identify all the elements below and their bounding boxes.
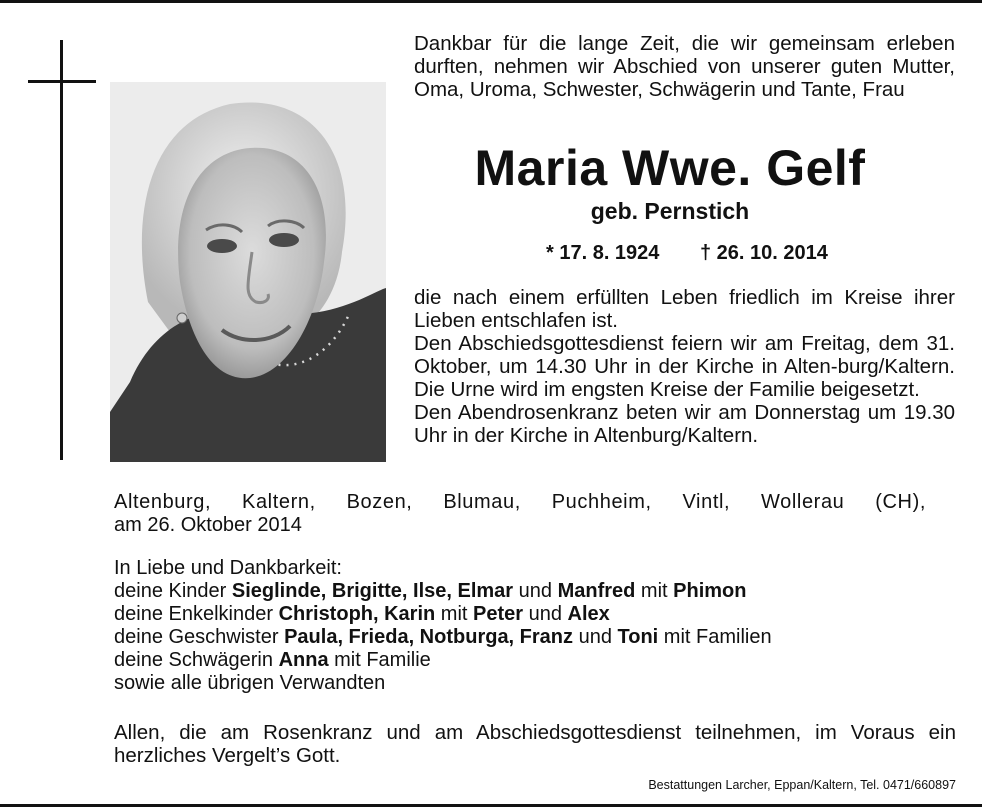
thanks-text <box>114 721 956 767</box>
mourners-children: deine Kinder Sieglinde, Brigitte, Ilse, Elmar und Manfred mit Phimon <box>114 580 747 602</box>
cross-icon <box>60 40 63 460</box>
cross-icon-crossbar <box>28 80 96 83</box>
undertaker-credit: Bestattungen Larcher, Eppan/Kaltern, Tel. 0471/660897 <box>648 778 956 792</box>
funeral-service-paragraph: Den Abschiedsgottesdienst feiern wir am Freitag, dem 31. Oktober, um 14.30 Uhr in der Kirche in Alten-burg/Kaltern. Die Urne wird im engsten Kreise der Familie beigesetzt. <box>414 332 955 401</box>
mourners-sister-in-law: deine Schwägerin Anna mit Familie <box>114 649 431 671</box>
announcement-date: am 26. Oktober 2014 <box>114 514 302 536</box>
announcement-body <box>414 286 955 447</box>
mourners-list <box>114 557 954 695</box>
mourners-intro: In Liebe und Dankbarkeit: <box>114 557 342 579</box>
intro-text: Dankbar für die lange Zeit, die wir gemeinsam erleben durften, nehmen wir Abschied von unserer guten Mutter, Oma, Uroma, Schwester, Schwägerin und Tante, Frau <box>414 32 955 101</box>
portrait-photo <box>110 82 386 462</box>
passing-paragraph: die nach einem erfüllten Leben friedlich im Kreise ihrer Lieben entschlafen ist. <box>414 286 955 332</box>
birth-name: geb. Pernstich <box>590 198 750 224</box>
mourners-siblings: deine Geschwister Paula, Frieda, Notburga, Franz und Toni mit Familien <box>114 626 772 648</box>
thanks-line-1: Allen, die am Rosenkranz und am Abschiedsgottesdienst teilnehmen, im Voraus ein <box>114 721 956 744</box>
thanks-line-2: herzliches Vergelt’s Gott. <box>114 744 341 767</box>
mourners-grandchildren: deine Enkelkinder Christoph, Karin mit Peter und Alex <box>114 603 610 625</box>
place-and-date <box>114 491 926 537</box>
rosary-paragraph: Den Abendrosenkranz beten wir am Donnerstag um 19.30 Uhr in der Kirche in Altenburg/Kaltern. <box>414 401 955 447</box>
death-date: † 26. 10. 2014 <box>700 242 828 264</box>
deceased-name: Maria Wwe. Gelf <box>474 140 866 196</box>
place-list: Altenburg, Kaltern, Bozen, Blumau, Puchheim, Vintl, Wollerau (CH), <box>114 491 926 513</box>
portrait-illustration <box>110 82 386 462</box>
birth-date: * 17. 8. 1924 <box>546 242 660 264</box>
mourners-others: sowie alle übrigen Verwandten <box>114 672 386 694</box>
